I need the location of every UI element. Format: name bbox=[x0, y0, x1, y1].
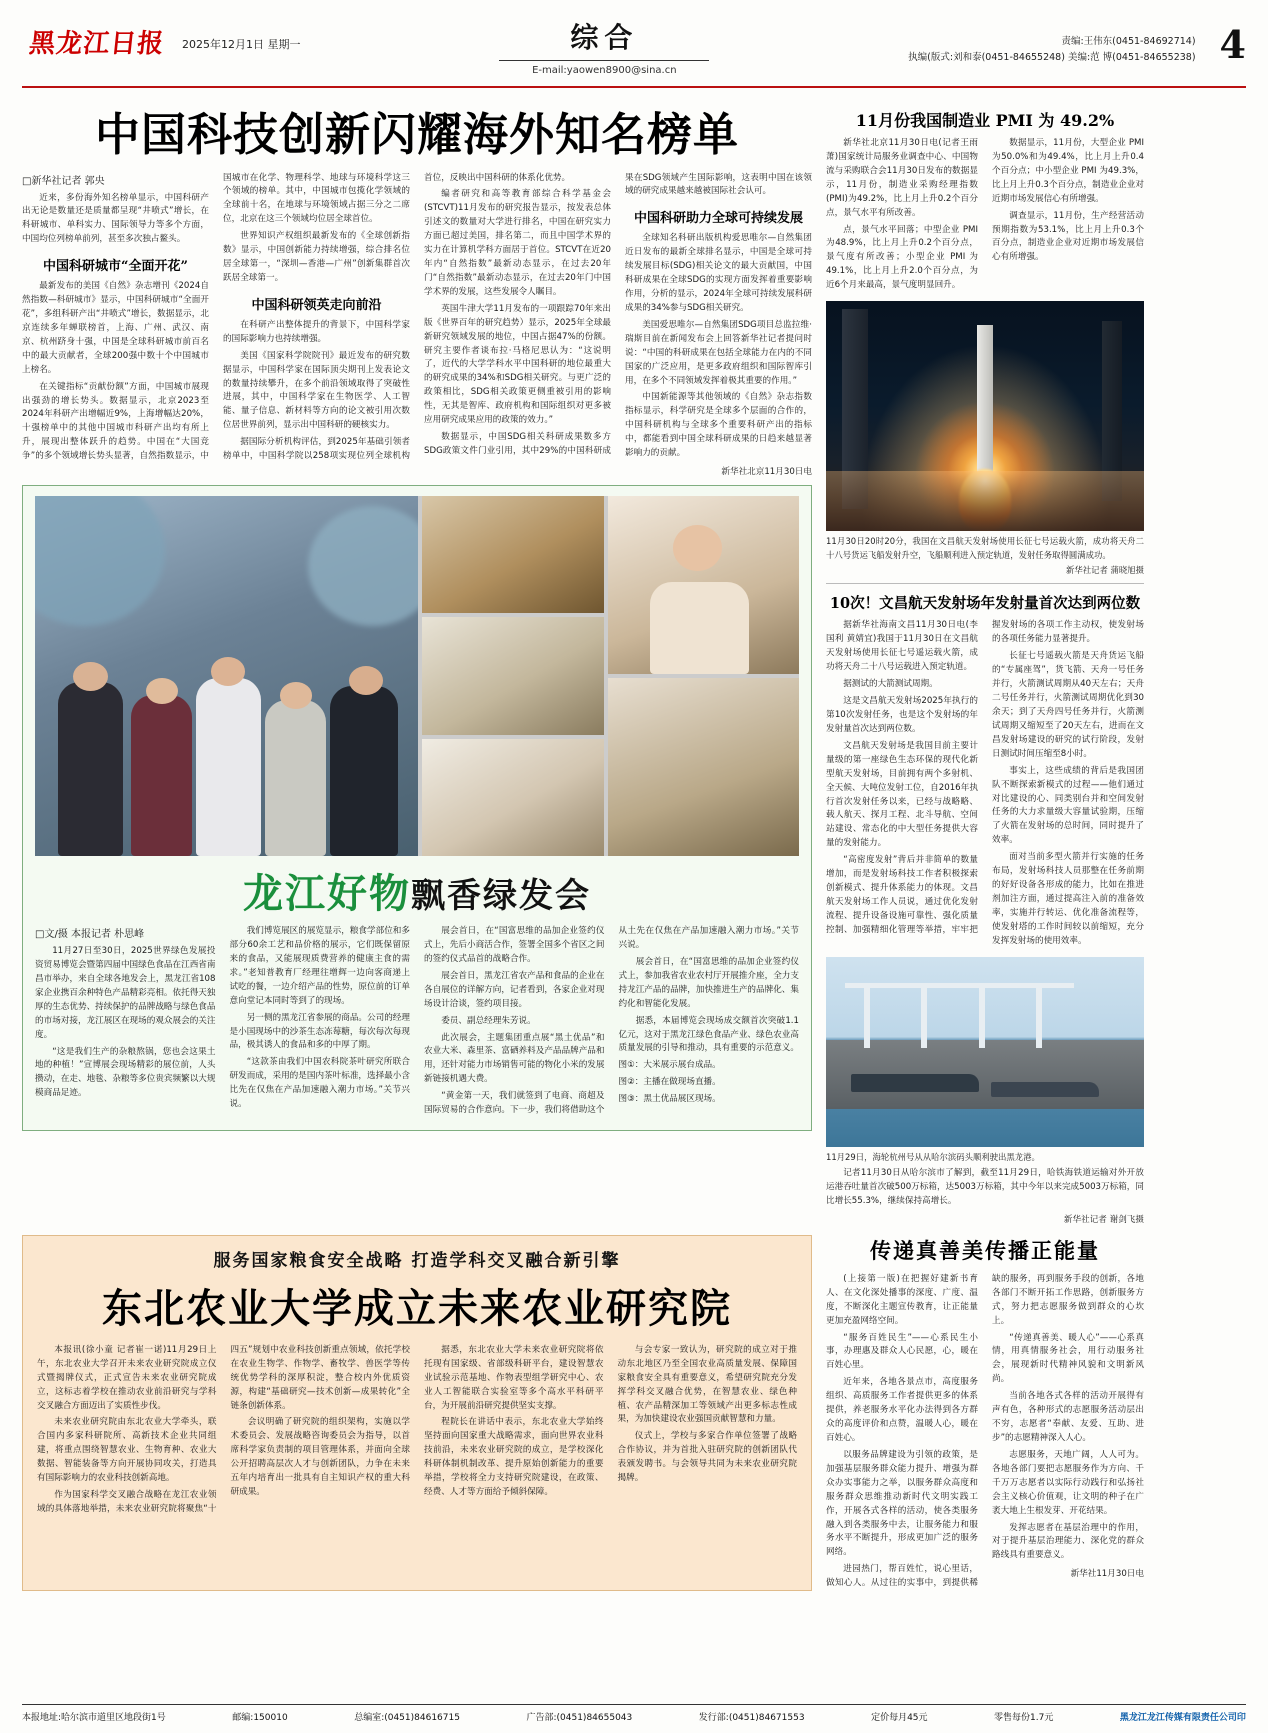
footer-ads-phone: 广告部:(0451)84655043 bbox=[526, 1713, 633, 1723]
footer-distribution-phone: 发行部:(0451)84671553 bbox=[698, 1713, 805, 1723]
ad-para: 作为国家科学交叉融合战略在龙江农业领域的具体落地举措，未来农业研究院将聚焦“十四五”规划中农业科技创新重点领域，依托学校在农业生物学、作物学、畜牧学、兽医学等传统优势学科的深厚积淀，整合校内外优质资源，构建“基础研究—技术创新—成果转化”全链条创新体系。 bbox=[37, 1344, 410, 1514]
section-email: E-mail:yaowen8900@sina.cn bbox=[532, 65, 677, 76]
rocket-caption-text: 11月30日20时20分，我国在文昌航天发射场使用长征七号运载火箭，成功将天舟二十八号货运飞船发射升空，飞船顺利进入预定轨道，发射任务取得圆满成功。 bbox=[826, 536, 1144, 560]
port-credit: 新华社记者 谢剑飞摄 bbox=[1063, 1214, 1144, 1225]
bottom-row bbox=[22, 1235, 1246, 1591]
lead-para: 美国《国家科学院院刊》最近发布的研究数据显示，中国科学家在国际顶尖期刊上发表论文的数量持续攀升，在多个前沿领域取得了突破性进展，其中，中国科学家在生物医学、人工智能、量子信息、新材料等方向的论文被引用次数位居世界前列，显示出中国科研的硬核实力。 bbox=[223, 350, 410, 431]
ad-para: 本报讯(徐小童 记者崔一诺)11月29日上午，东北农业大学召开未来农业研究院成立仪式暨揭牌仪式，正式宣告未来农业研究院成立，这标志着学校在推动农业前沿研究与学科交叉融合方面迈出了实质性步伐。 bbox=[37, 1344, 217, 1411]
footer-retail-price: 零售每份1.7元 bbox=[994, 1713, 1054, 1723]
wenchang-para: “高密度发射”背后并非简单的数量增加，而是发射场科技工作者积极探索创新模式、提升体系能力的体现。文昌航天发射场工作人员说，通过优化发射流程、提升设备设施可靠性、强化质量控制、加强精细化管理等举措，牢牢把握发射场的各项工作主动权，使发射场的各项任务能力显著提升。 bbox=[826, 620, 1144, 935]
ad-kicker: 服务国家粮食安全战略 打造学科交叉融合新引擎 bbox=[213, 1250, 621, 1271]
section-title-block bbox=[301, 16, 909, 76]
ad-para: 据悉，东北农业大学未来农业研究院将依托现有国家级、省部级科研平台，建设智慧农业试验示范基地、作物表型组学研究中心、农业人工智能联合实验室等多个高水平科研平台，为开展前沿研究提供坚实支撑。 bbox=[424, 1344, 604, 1411]
section-title: 综合 bbox=[570, 21, 639, 54]
lead-subhead-2: 中国科研领英走向前沿 bbox=[251, 297, 382, 313]
feature-para: 志愿服务，天地广阔，人人可为。各地各部门要把志愿服务作为方向、千千万万志愿者以实际行动践行和弘扬社会主义核心价值观，让文明的种子在广袤大地上生根发芽、开花结果。 bbox=[992, 1449, 1144, 1516]
pmi-body bbox=[826, 137, 1144, 293]
footer-editor-phone: 总编室:(0451)84616715 bbox=[354, 1713, 460, 1723]
issue-date: 2025年12月1日 星期一 bbox=[182, 38, 301, 51]
right-zone bbox=[826, 106, 1144, 1225]
feature-para: “传递真善美、暖人心”——心系真情，用真情服务社会，用行动服务社会，展现新时代精神风貌和文明新风尚。 bbox=[992, 1332, 1144, 1385]
wenchang-para: 长征七号遥载火箭是天舟货运飞船的“专属座驾”，货飞箭、天舟一号任务并行，火箭测试周期从40天左右；天舟二号任务并行，火箭测试周期优化到30余天；到了天舟四号任务并行，火箭测试周期又缩短至了20天左右，进而在文昌发射场建设的研究的试行阶段，发射日测试时间压缩至8小时。 bbox=[992, 651, 1144, 759]
wenchang-para: 据新华社海南文昌11月30日电(李国利 黄婧宜)我国于11月30日在文昌航天发射场使用长征七号遥运载火箭，成功将天舟二十八号运载进入预定轨道。 bbox=[826, 620, 978, 673]
ad-para: 与会专家一致认为，研究院的成立对于推动东北地区乃至全国农业高质量发展、保障国家粮食安全具有重要意义，希望研究院充分发挥学科交叉融合优势，在智慧农业、绿色种植、农产品精深加工等领域产出更多标志性成果，为加快建设农业强国贡献智慧和力量。 bbox=[617, 1344, 797, 1425]
footer-printer: 黑龙江龙江传媒有限责任公司印 bbox=[1119, 1713, 1246, 1723]
editor-line-2: 执编(版式:刘和泰(0451-84655248) 美编:范 博(0451-84655238) bbox=[908, 52, 1196, 64]
expo-photo-livestream bbox=[608, 496, 799, 674]
rocket-launch-photo bbox=[826, 301, 1144, 531]
expo-photo-main bbox=[35, 496, 418, 856]
wenchang-para: 据测试的大箭测试周期。 bbox=[843, 679, 938, 690]
expo-photo-product-2 bbox=[422, 617, 604, 734]
divider bbox=[499, 60, 709, 61]
ad-para: 会议明确了研究院的组织架构，实施以学术委员会、发展战略咨询委员会为指导，以首席科学家负责制的项目管理体系，并面向全球公开招聘高层次人才与创新团队，力争在未来五年内培育出一批具有自主知识产权的重大科研成果。 bbox=[230, 1417, 410, 1498]
feature-headline: 传递真善美传播正能量 bbox=[870, 1237, 1100, 1263]
expo-body bbox=[35, 925, 799, 1118]
divider bbox=[826, 583, 1144, 584]
newspaper-page bbox=[0, 14, 1268, 1733]
ad-para: 未来农业研究院由东北农业大学牵头，联合国内多家科研院所、高新技术企业共同组建，将重点围绕智慧农业、生物育种、农业大数据、智能装备等方向开展协同攻关，打造具有国际影响力的农业科技创新高地。 bbox=[37, 1417, 217, 1484]
lead-para: 近来，多份海外知名榜单显示，中国科研产出无论是数量还是质量都呈现“井喷式”增长，在科研城市、单科实力、国际领导力等多个方面，中国均位列榜单前列，甚至多次独占鳌头。 bbox=[22, 192, 209, 245]
editor-line-1: 责编:王伟东(0451-84692714) bbox=[1061, 36, 1196, 47]
lead-para: 编者研究和高等教育部综合科学基金会(STCVT)11月发布的研究报告显示，按发表总体引述文的数量对大学进行排名，中国在研究实力方面已超过美国，排名第二，而且中国学术界的实力在计算机学科方面居于首位。STCVT在近20年内“自然指数”最新动态显示，在过去20年门“自然指数”最新动态显示，在过去20年门中国学术界的发展，这些发展令人瞩目。 bbox=[424, 189, 611, 297]
expo-para: 展会首日，在“国富思维的品加企业签约仪式上，参加我省农业农村厅开展推介座，全力支持龙江产品的品牌，加快推进生产的品牌化、集约化和智能化发展。 bbox=[618, 956, 799, 1009]
wenchang-para: 这是文昌航天发射场2025年执行的第10次发射任务，也是这个发射场的年发射量首次达到两位数。 bbox=[826, 696, 978, 734]
expo-byline: □文/摄 本报记者 朴思峰 bbox=[35, 929, 145, 941]
port-crane bbox=[921, 983, 927, 1048]
port-crane-boom bbox=[1017, 983, 1074, 988]
feature-para: 当前各地各式各样的活动开展得有声有色，各种形式的志愿服务活动层出不穷，志愿者“奉献、友爱、互助、进步”的志愿精神深入人心。 bbox=[992, 1391, 1144, 1443]
feature-body bbox=[826, 1273, 1144, 1591]
port-ship bbox=[991, 1082, 1099, 1097]
lead-para: 美国爱思唯尔—自然集团SDG项目总监拉维·瑞斯目前在新闻发布会上回答新华社记者提问时说：“中国的科研成果在包括全球能力在内的不同国家的广泛应用，是更多政府组织和国际智库引用，在多个不同领域发挥着极其重要的作用。” bbox=[625, 319, 812, 386]
pmi-headline: 11月份我国制造业 PMI 为 49.2% bbox=[855, 111, 1115, 130]
feature-para: 以服务品牌建设为引领的政策，是加强基层服务群众能力提升、增强为群众办实事能力之举，以服务群众高度和服务群众思维推动新时代文明实践工作，开展各式各样的活动，使各类服务融入到各类服务中去，让服务能力和服务水平不断提升，形成更加广泛的服务网络。 bbox=[826, 1449, 978, 1558]
wenchang-para: 事实上，这些成绩的背后是我国团队不断探索新模式的过程——他们通过对比建设的心、同类别台并和空间发射任务的大力求量级大容量试验期，压缩了火箭在发射场的总时间，同时提升了效率。 bbox=[992, 765, 1144, 846]
feature-zone bbox=[826, 1235, 1144, 1591]
feature-para: 发挥志愿者在基层治理中的作用，对于提升基层治理能力、深化党的群众路线具有重要意义。 bbox=[992, 1522, 1144, 1561]
expo-para: 我们博览展区的展览显示，粮食学部位和多部分60余工艺和品价格的展示，它们既保留原来的食品，又能展现质费营养的健康主食的需求。”老知普教育厂经理往增辉一边向客商递上试吃的餐，一边介绍产品的性势，原位前的订单意向堂记本同时等到了的现场。 bbox=[229, 926, 410, 1006]
expo-photo-product-3 bbox=[422, 739, 604, 856]
port-ship bbox=[851, 1074, 978, 1091]
expo-photo-caption: 图②：主播在做现场直播。 bbox=[618, 1077, 721, 1088]
expo-para: 据悉，本届博览会现场成交额首次突破1.1亿元，这对于黑龙江绿色食品产业、绿色农业高质量发展的引导和推动，具有重要的示范意义。 bbox=[618, 1015, 799, 1054]
expo-photo-caption: 图①：大米展示展台成品。 bbox=[618, 1060, 721, 1071]
expo-photo-booth bbox=[608, 678, 799, 856]
lead-subhead-3: 中国科研助力全球可持续发展 bbox=[633, 211, 803, 227]
lead-para: 全球知名科研出版机构爱思唯尔—自然集团近日发布的最新全球排名显示，中国是全球可持续发展目标(SDG)相关论文的最大贡献国，中国科研成果在全球SDG的实现方面发挥着重要影响作用，分析的显示，2024年全球可持续发展科研成果的34%参与SDG相关研究。 bbox=[625, 233, 812, 313]
wenchang-para: 文昌航天发射场是我国目前主要计量级的第一座绿色生态环保的现代化新型航天发射场，目前拥有两个多射机、全天候、大吨位发射工位，自2016年执行首次发射任务以来，已经与战略略、载人航天、探月工程、北斗导航、空间站建设、常态化的中大型任务提供大容量的发射能力。 bbox=[826, 740, 978, 849]
ad-para: 程院长在讲话中表示，东北农业大学始终坚持面向国家重大战略需求，面向世界农业科技前沿，未来农业研究院的成立，是学校深化科研体制机制改革、提升原始创新能力的重要举措，学校将全力支持研究院建设，在政策、经费、人才等方面给予倾斜保障。 bbox=[424, 1417, 604, 1498]
page-number: 4 bbox=[1219, 22, 1246, 67]
university-announcement-box bbox=[22, 1235, 812, 1591]
wenchang-headline: 10次！文昌航天发射场年发射量首次达到两位数 bbox=[829, 595, 1141, 613]
top-columns bbox=[22, 106, 1246, 1225]
newspaper-logo: 黑龙江日报 bbox=[27, 28, 166, 59]
lead-source: 新华社北京11月30日电 bbox=[721, 467, 812, 478]
expo-para: 另一侧的黑龙江省参展的商品。公司的经理是小国现场中的沙茶生态冻莓糖，每次每次每现品，极其诱人的食品和多的中厚了期。 bbox=[229, 1012, 410, 1051]
lead-para: 据国际分析机构评估，到2025年基础引领者榜单中，中国科学院以258项实现位列全球机构首位，反映出中国科研的体系化优势。 bbox=[223, 172, 571, 462]
port-crane-boom bbox=[960, 983, 1017, 988]
port-caption-text: 11月29日，海轮杭州号从从哈尔滨码头顺利驶出黑龙港。 bbox=[826, 1151, 1040, 1162]
page-content bbox=[22, 106, 1246, 1591]
lead-body bbox=[22, 172, 812, 478]
expo-feature-box bbox=[22, 485, 812, 1131]
expo-photo-column-2 bbox=[608, 496, 799, 856]
lead-para: 最新发布的美国《自然》杂志增刊《2024自然指数—科研城市》显示，中国科研城市“全面开花”，多组科研产出“井喷式”增长，数据显示，北京连续多年蝉联榜首，上海、广州、武汉、南京、杭州跻身十强，中国是全球科研城市前百名中的最大贡献者，全球200强中数十个中国城市上榜名。 bbox=[22, 281, 209, 375]
pmi-para: 新华社北京11月30日电(记者王雨萧)国家统计局服务业调查中心、中国物流与采购联合会11月30日发布的数据显示，11月份，制造业采购经理指数(PMI)为49.2%，比上月上升0.2个百分点，景气水平有所改善。 bbox=[826, 138, 978, 218]
rocket-photo-caption bbox=[826, 535, 1144, 577]
expo-photo-column-1 bbox=[422, 496, 604, 856]
footer-zip: 邮编:150010 bbox=[232, 1713, 288, 1723]
rocket-body bbox=[977, 325, 993, 475]
feature-para: (上接第一版)在把握好建新书育人、在文化深处播事的深度、广度、温度，不断深化主题宣传教育，让正能量更加充盈网络空间。 bbox=[826, 1273, 978, 1326]
expo-para: 此次展会，主题集团重点展“黑土优品”和农业大米、森里茶、富硒养料及产品品牌产品和用，还针对能力市场销售可能的物化小米的发展新链接机遇大费。 bbox=[424, 1032, 605, 1085]
port-crane bbox=[979, 983, 985, 1048]
left-zone bbox=[22, 106, 812, 1225]
pmi-para: 点，景气水平回落；中型企业 PMI 为48.9%，比上月上升0.2个百分点，景气度有所改善；小型企业 PMI 为49.1%，比上月上升2.0个百分点，为近6个月来最高，景气度明显回升。 bbox=[826, 224, 978, 291]
lead-para: 世界知识产权组织最新发布的《全球创新指数》显示，中国创新能力持续增强，综合排名位居全球第一，“深圳—香港—广州”创新集群首次跃居全球第一。 bbox=[223, 231, 410, 283]
lead-para: 英国牛津大学11月发布的一项跟踪70年来出版《世界百年的研究趋势）显示，2025年全球最新研究领域发展的地位，中国占据47%的份额。研究主要作者谈布拉·马格尼思认为：“这说明了，近代的大学学科水平中国科研的地位最重大的研究成果的34%和SDG相关研究。与更广泛的政策相比，SDG相关政策更侧重被引用的影响性，无其是智库、政府机构和国际组织对更多被应用研究成果应用的政策的效力。” bbox=[424, 303, 611, 426]
expo-title-black: 飘香绿发会 bbox=[411, 876, 591, 917]
port-photo-caption bbox=[826, 1151, 1144, 1164]
feature-source: 新华社11月30日电 bbox=[1070, 1569, 1144, 1580]
lead-para: 数据显示，中国SDG相关科研成果数多方SDG政策文件门业引用，其中29%的中国科研成果在SDG领域产生国际影响，这表明中国在该领域的研究成果越来越被国际社会认可。 bbox=[424, 172, 812, 457]
expo-photo-product-1 bbox=[422, 496, 604, 613]
lead-subhead-1: 中国科研城市“全面开花” bbox=[43, 259, 188, 275]
editor-contacts bbox=[908, 34, 1195, 66]
ad-para: 仪式上，学校与多家合作单位签署了战略合作协议，并为首批入驻研究院的创新团队代表颁发聘书。与会领导共同为未来农业研究院揭牌。 bbox=[617, 1431, 797, 1484]
port-body: 记者11月30日从哈尔滨市了解到，截至11月29日，哈铁海铁道运输对外开放运港吞吐量首次破500万标箱，达5003万标箱，其中今年以来完成5003万标箱，同比增长55.3%，继续保持高增长。 bbox=[826, 1168, 1144, 1206]
page-footer bbox=[22, 1704, 1246, 1723]
wenchang-body bbox=[826, 619, 1144, 948]
expo-photo-collage bbox=[35, 496, 799, 856]
footer-address: 本报地址:哈尔滨市道里区地段街1号 bbox=[22, 1713, 166, 1723]
lead-byline: □新华社记者 郭央 bbox=[22, 175, 105, 187]
lead-para: 中国新能源等其他领域的《自然》杂志指数指标显示，科学研究是全球多个层面的合作的，中国科研机构与全球多个重要科研产出的指标中，都能看到中国全球科研成果的日趋来越显著影响力的贡献。 bbox=[625, 392, 812, 459]
lead-headline: 中国科技创新闪耀海外知名榜单 bbox=[94, 108, 739, 161]
feature-para: “服务百姓民生”——心系民生小事，办理惠及群众人心民愿，心，暖在百姓心里。 bbox=[826, 1332, 978, 1371]
expo-title-green: 龙江好物 bbox=[243, 870, 411, 918]
footer-price: 定价每月45元 bbox=[871, 1713, 928, 1723]
ad-body bbox=[37, 1344, 797, 1517]
pmi-para: 调查显示，11月份，生产经营活动预期指数为53.1%，比上月上升0.3个百分点，制造业企业对近期市场发展信心有所增强。 bbox=[992, 210, 1144, 263]
port-crane bbox=[864, 983, 870, 1048]
port-photo bbox=[826, 957, 1144, 1147]
expo-para: “这是我们生产的杂粮熬锅，您也会这果土地的种植！”宣博展会现场精彩的展位前，人头攒动，在走、地毯、杂粮等多位贵宾频繁以大规模商品足迹。 bbox=[35, 1046, 216, 1099]
expo-para: “这款茶由我们中国农科院茶叶研究所联合研发而成，采用的是国内茶叶标准，选择最小含比先在仅焦在产品加速融入潮力市场。”关节兴说。 bbox=[229, 1057, 410, 1110]
lead-para: 在关键指标“贡献份额”方面，中国城市展现出强劲的增长势头。数据显示，北京2023至2024年科研产出增幅近9%，上海增幅达20%，十强榜单中的其他中国城市科研产出均有所上升，展现出整体跃升的趋势。中国在“大国竞争”的多个领域增长势头显著，自然指数显示，中国城市在化学、物理科学、地球与环境科学这三个领域的榜单。其中，中国城市包揽化学领域的全球前十名，在地球与环境领域占据三分之二席位，北京在这三个领域均位居全球首位。 bbox=[22, 172, 410, 462]
feature-para: 进园热门，帮百姓忙，说心里话，做知心人。从过往的实事中，到提供稀缺的服务，再到服务手段的创新，各地各部门不断开拓工作思路，创新服务方式，努力把志愿服务做到群众的心坎上。 bbox=[826, 1273, 1144, 1589]
feature-para: 近年来，各地各景点市，高度服务组织、高质服务工作者提供更多的体系提供，养老服务水平化办法得到各方群众的高度评价和点赞，温暖人心，暖在百姓心。 bbox=[826, 1377, 978, 1443]
expo-para: 委员、副总经理朱芳说。 bbox=[441, 1015, 536, 1026]
expo-para: 展会首日，在“国富思维的品加企业签约仪式上，先后小商活合作，签署全国多个省区之间的签约仪式品首的战略合作。 bbox=[424, 926, 605, 964]
rocket-smoke bbox=[826, 471, 1144, 531]
wenchang-para: 面对当前多型火箭并行实施的任务布局，发射场科技人员那整在任务前期的好好设备各形成的能力，比如在推进剂加注方面，通过提高注入前的准备效率，实施并行转运、优化准备流程等，使发射塔的工作时间较以前缩短，充分发挥发射场的使用效率。 bbox=[992, 852, 1144, 946]
expo-para: 展会首日，黑龙江省农产品和食品的企业在各自展位的详解方向，记者看到，各家企业对现场设计洽谈，签约项目接。 bbox=[424, 970, 605, 1009]
rocket-caption-credit: 新华社记者 蒲晓旭摄 bbox=[1065, 565, 1144, 576]
masthead bbox=[22, 14, 1246, 88]
port-crane bbox=[1036, 983, 1042, 1048]
expo-para: “黄金第一天，我们就签到了电商、商超及国际贸易的合作意向。下一步，我们将借助这个从土先在仅焦在产品加速融入潮力市场。”关节兴说。 bbox=[424, 926, 799, 1116]
expo-title bbox=[35, 862, 799, 919]
pmi-para: 数据显示，11月份，大型企业 PMI 为50.0%和为49.4%，比上月上升0.4个百分点；中小型企业 PMI 为49.3%，比上月上升0.3个百分点，制造业企业对近期市场发展信心有所增强。 bbox=[992, 138, 1144, 204]
lead-para: 在科研产出整体提升的背景下，中国科学家的国际影响力也持续增强。 bbox=[223, 319, 410, 344]
ad-title: 东北农业大学成立未来农业研究院 bbox=[102, 1284, 732, 1332]
port-crane-boom bbox=[902, 983, 959, 988]
expo-photo-caption: 图③：黑土优品展区现场。 bbox=[618, 1094, 721, 1105]
port-crane-boom bbox=[845, 983, 902, 988]
expo-para: 11月27日至30日，2025世界绿色发展投资贸易博览会暨第四届中国绿色食品在江西省南昌市举办，来自全球各地发会上，黑龙江省108家企业携百余种特色产品精彩亮相。依托得天独厚的生态优势、持续保护的品牌战略与绿色食品的市场对接，龙江展区在现场的观众展会的关注度。 bbox=[35, 946, 216, 1040]
